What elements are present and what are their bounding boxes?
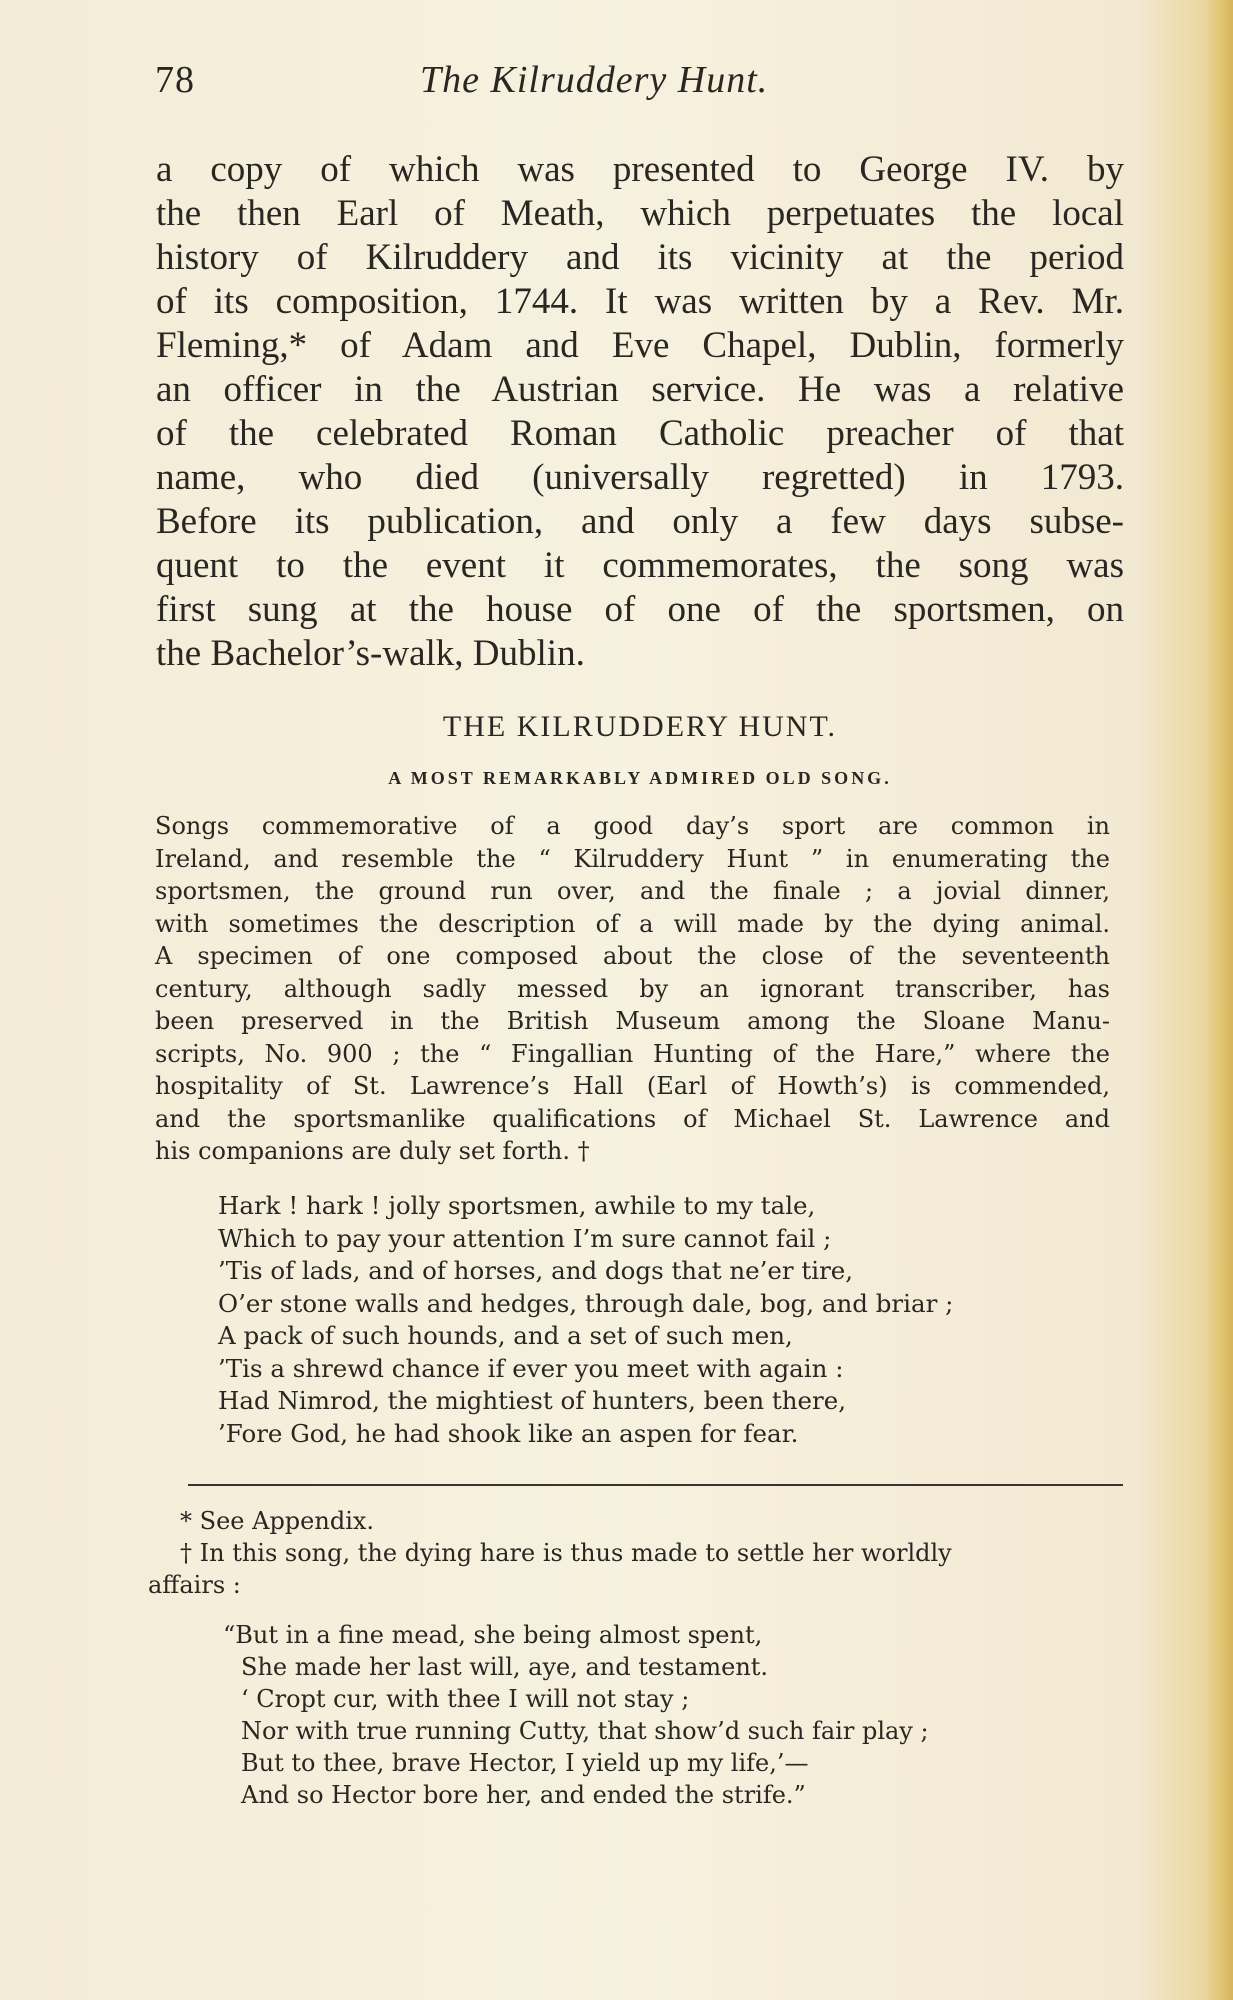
verse-line: A pack of such hounds, and a set of such men, — [218, 1321, 793, 1350]
introductory-note — [155, 810, 1110, 1168]
body-line: the then Earl of Meath, which perpetuates the local — [156, 193, 1124, 234]
body-paragraph — [156, 148, 1124, 676]
footnote-verse-line: She made her last will, aye, and testament. — [241, 1653, 769, 1681]
song-verse — [218, 1190, 1098, 1450]
running-head: The Kilruddery Hunt. — [420, 59, 769, 101]
song-subtitle: A MOST REMARKABLY ADMIRED OLD SONG. — [388, 768, 892, 788]
page-header — [155, 58, 1155, 108]
note-line: with sometimes the description of a will made by the dying animal. — [155, 909, 1110, 938]
footnote-verse-line: Nor with true running Cutty, that show’d such fair play ; — [241, 1717, 929, 1745]
page-number: 78 — [155, 59, 195, 101]
note-line: A specimen of one composed about the close of the seventeenth — [155, 942, 1110, 970]
footnote-verse-line: “But in a fine mead, she being almost spent, — [223, 1621, 763, 1649]
note-line: his companions are duly set forth. † — [155, 1137, 590, 1165]
body-line: name, who died (universally regretted) in 1793. — [156, 457, 1124, 498]
footnote-verse-line: And so Hector bore her, and ended the strife.” — [241, 1781, 806, 1809]
body-line: Before its publication, and only a few days subse- — [156, 501, 1124, 542]
footnotes — [148, 1505, 1118, 1811]
body-line: Fleming,* of Adam and Eve Chapel, Dublin, formerly — [156, 325, 1124, 366]
footnote-verse — [148, 1619, 1118, 1811]
body-line: the Bachelor’s-walk, Dublin. — [156, 633, 585, 674]
note-line: scripts, No. 900 ; the “ Fingallian Hunting of the Hare,” where the — [155, 1039, 1110, 1068]
body-line: a copy of which was presented to George IV. by — [156, 149, 1124, 190]
verse-line: Had Nimrod, the mightiest of hunters, been there, — [218, 1386, 847, 1415]
footnote-appendix: * See Appendix. — [180, 1507, 375, 1535]
footnote-dagger-continued: affairs : — [148, 1571, 241, 1599]
verse-line: Hark ! hark ! jolly sportsmen, awhile to my tale, — [218, 1191, 816, 1220]
note-line: Songs commemorative of a good day’s sport are common in — [155, 812, 1110, 840]
footnote-divider — [188, 1484, 1123, 1486]
verse-line: ’Fore God, he had shook like an aspen for fear. — [218, 1418, 799, 1448]
verse-line: ’Tis a shrewd chance if ever you meet with again : — [218, 1353, 844, 1383]
note-line: been preserved in the British Museum among the Sloane Manu- — [155, 1007, 1110, 1035]
footnote-verse-line: ‘ Cropt cur, with thee I will not stay ; — [241, 1685, 690, 1713]
verse-line: O’er stone walls and hedges, through dale, bog, and briar ; — [218, 1288, 954, 1318]
verse-line: ’Tis of lads, and of horses, and dogs that ne’er tire, — [218, 1256, 854, 1285]
note-line: hospitality of St. Lawrence’s Hall (Earl of Howth’s) is commended, — [155, 1072, 1110, 1100]
body-line: first sung at the house of one of the sportsmen, on — [156, 589, 1124, 630]
body-line: of its composition, 1744. It was written by a Rev. Mr. — [156, 281, 1124, 322]
footnote-dagger: † In this song, the dying hare is thus made to settle her worldly — [180, 1539, 952, 1567]
verse-line: Which to pay your attention I’m sure cannot fail ; — [218, 1223, 832, 1253]
body-line: an officer in the Austrian service. He was a relative — [156, 369, 1124, 410]
note-line: century, although sadly messed by an ignorant transcriber, has — [155, 974, 1110, 1003]
body-line: quent to the event it commemorates, the song was — [156, 545, 1124, 586]
note-line: Ireland, and resemble the “ Kilruddery Hunt ” in enumerating the — [155, 844, 1110, 873]
page-edge-stain — [1205, 0, 1233, 2000]
song-title: THE KILRUDDERY HUNT. — [442, 710, 838, 743]
body-line: of the celebrated Roman Catholic preacher of that — [156, 413, 1124, 454]
note-line: sportsmen, the ground run over, and the finale ; a jovial dinner, — [155, 877, 1110, 905]
body-line: history of Kilruddery and its vicinity at the period — [156, 237, 1124, 278]
footnote-verse-line: But to thee, brave Hector, I yield up my life,’— — [241, 1749, 809, 1777]
note-line: and the sportsmanlike qualifications of Michael St. Lawrence and — [155, 1104, 1110, 1133]
